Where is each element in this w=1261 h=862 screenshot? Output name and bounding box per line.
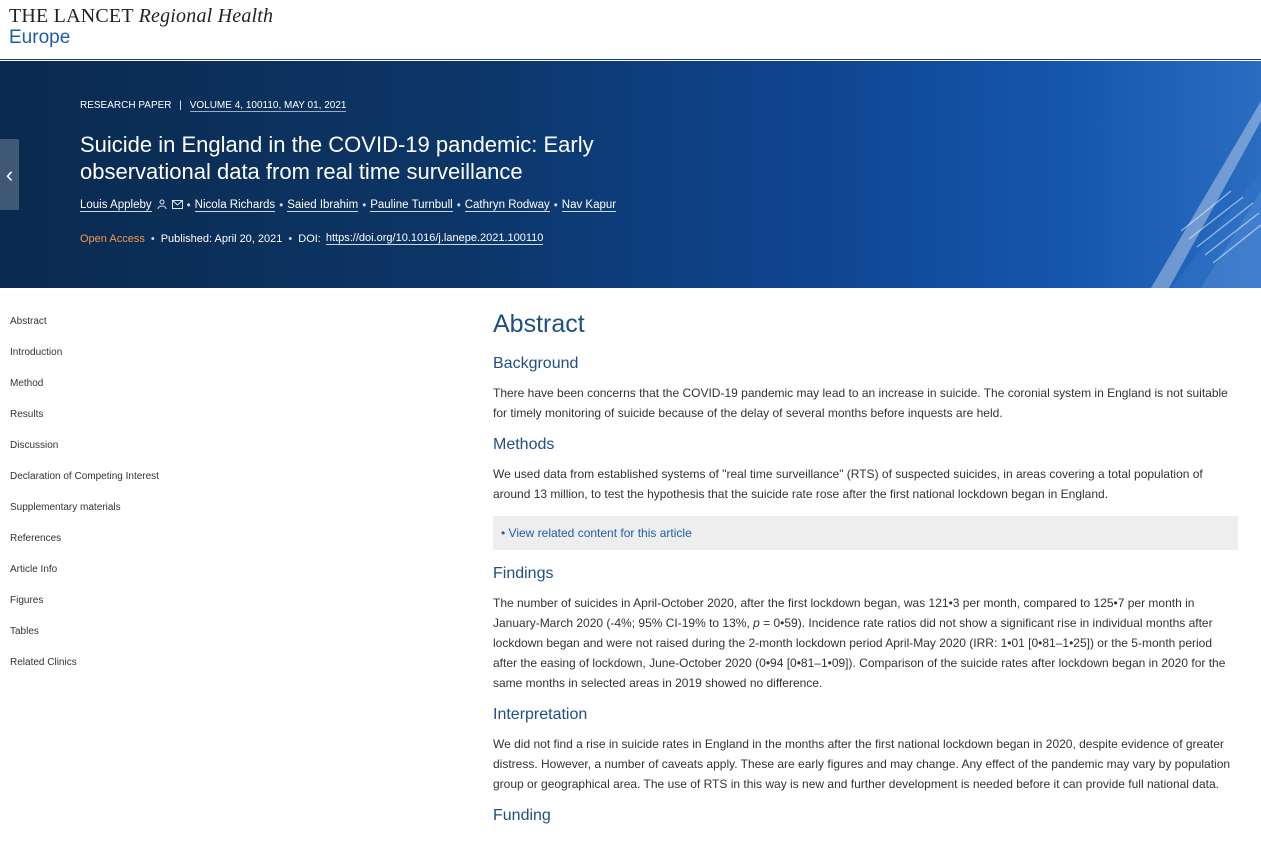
article-body xyxy=(493,308,1238,835)
findings-text-part1: The number of suicides in April-October 2020, after the first lockdown began, was 121•3 per month, compared to 125•7 per month in January-March 2020 (-4%; 95% CI-19% to 13%, xyxy=(493,596,1195,630)
author-link[interactable]: Pauline Turnbull xyxy=(370,199,453,211)
findings-heading: Findings xyxy=(493,565,554,582)
journal-logo[interactable] xyxy=(9,5,273,28)
nav-item-introduction[interactable]: Introduction xyxy=(10,347,63,358)
pub-separator: • xyxy=(150,232,155,245)
published-date: Published: April 20, 2021 xyxy=(160,232,283,245)
nav-item-figures[interactable]: Figures xyxy=(10,595,44,606)
background-heading: Background xyxy=(493,355,579,372)
nav-item-discussion[interactable]: Discussion xyxy=(10,440,59,451)
doi-link[interactable]: https://doi.org/10.1016/j.lanepe.2021.100110 xyxy=(325,232,544,244)
paper-illustration-icon xyxy=(1061,61,1261,288)
author-separator: • xyxy=(186,199,191,212)
logo-italic: Regional Health xyxy=(138,5,274,27)
author-list xyxy=(80,199,616,212)
pub-separator: • xyxy=(288,232,293,245)
author-separator: • xyxy=(456,199,461,212)
related-content-box xyxy=(493,516,1238,550)
interpretation-heading: Interpretation xyxy=(493,706,588,723)
meta-separator: | xyxy=(179,100,182,111)
site-header xyxy=(0,0,1261,60)
nav-item-competing-interest[interactable]: Declaration of Competing Interest xyxy=(10,471,159,482)
background-text: There have been concerns that the COVID-19 pandemic may lead to an increase in suicide. The coronial system in England is not suitable for timely monitoring of suicide because of the delay of several months before inquests are held. xyxy=(493,386,1228,420)
author-link[interactable]: Cathryn Rodway xyxy=(464,199,550,211)
doi-label: DOI: xyxy=(298,232,321,245)
nav-item-tables[interactable]: Tables xyxy=(10,626,39,637)
open-access-badge: Open Access xyxy=(80,232,145,245)
methods-text: We used data from established systems of "real time surveillance" (RTS) of suspected suicides, in areas covering a total population of around 13 million, to test the hypothesis that the suicide rate rose after the first national lockdown began in England. xyxy=(493,467,1203,501)
article-meta xyxy=(80,100,346,111)
chevron-left-icon: ‹ xyxy=(5,162,14,187)
logo-region[interactable]: Europe xyxy=(9,27,71,48)
article-hero xyxy=(0,61,1261,288)
author-link[interactable]: Louis Appleby xyxy=(80,199,152,211)
nav-item-supplementary[interactable]: Supplementary materials xyxy=(10,502,121,513)
nav-item-related-clinics[interactable]: Related Clinics xyxy=(10,657,77,668)
author-link[interactable]: Nav Kapur xyxy=(561,199,617,211)
publication-info xyxy=(80,232,543,245)
volume-link[interactable]: VOLUME 4, 100110, MAY 01, 2021 xyxy=(189,100,347,111)
abstract-heading: Abstract xyxy=(493,310,585,338)
logo-prefix: THE LANCET xyxy=(9,5,134,27)
email-icon[interactable] xyxy=(172,200,183,212)
findings-text-part2: = 0•59). Incidence rate ratios did not show a significant rise in individual months after lockdown began and were not raised during the 2-month lockdown period April-May 2020 (IRR: 1•01 [0•81–1•25]) or the 5-month period after the easing of lockdown, June-October 2020 (0•94 [0•81–1•09]). Comparison of the suicide rates after lockdown began in 2020 for the same months in selected areas in 2019 showed no difference. xyxy=(493,616,1226,690)
interpretation-text: We did not find a rise in suicide rates in England in the months after the first national lockdown began in 2020, despite evidence of greater distress. However, a number of caveats apply. These are early figures and may change. Any effect of the pandemic may vary by population group or geographical area. The use of RTS in this way is new and further development is needed before it can provide full national data. xyxy=(493,737,1231,791)
methods-heading: Methods xyxy=(493,436,555,453)
nav-item-method[interactable]: Method xyxy=(10,378,44,389)
author-separator: • xyxy=(279,199,284,212)
nav-item-references[interactable]: References xyxy=(10,533,62,544)
p-value-symbol: p xyxy=(753,616,760,630)
author-separator: • xyxy=(553,199,558,212)
user-icon[interactable] xyxy=(157,199,167,212)
section-nav xyxy=(10,312,160,684)
author-link[interactable]: Saied Ibrahim xyxy=(287,199,359,211)
nav-item-article-info[interactable]: Article Info xyxy=(10,564,58,575)
author-separator: • xyxy=(362,199,367,212)
article-type: RESEARCH PAPER xyxy=(80,100,172,111)
author-link[interactable]: Nicola Richards xyxy=(194,199,276,211)
back-arrow-button[interactable] xyxy=(0,139,19,210)
related-content-link[interactable]: • View related content for this article xyxy=(501,526,692,540)
nav-item-results[interactable]: Results xyxy=(10,409,44,420)
funding-heading: Funding xyxy=(493,807,551,824)
nav-item-abstract[interactable]: Abstract xyxy=(10,316,47,327)
findings-text xyxy=(493,593,1238,693)
article-title: Suicide in England in the COVID-19 pandemic: Early observational data from real time surveillance xyxy=(80,132,594,184)
